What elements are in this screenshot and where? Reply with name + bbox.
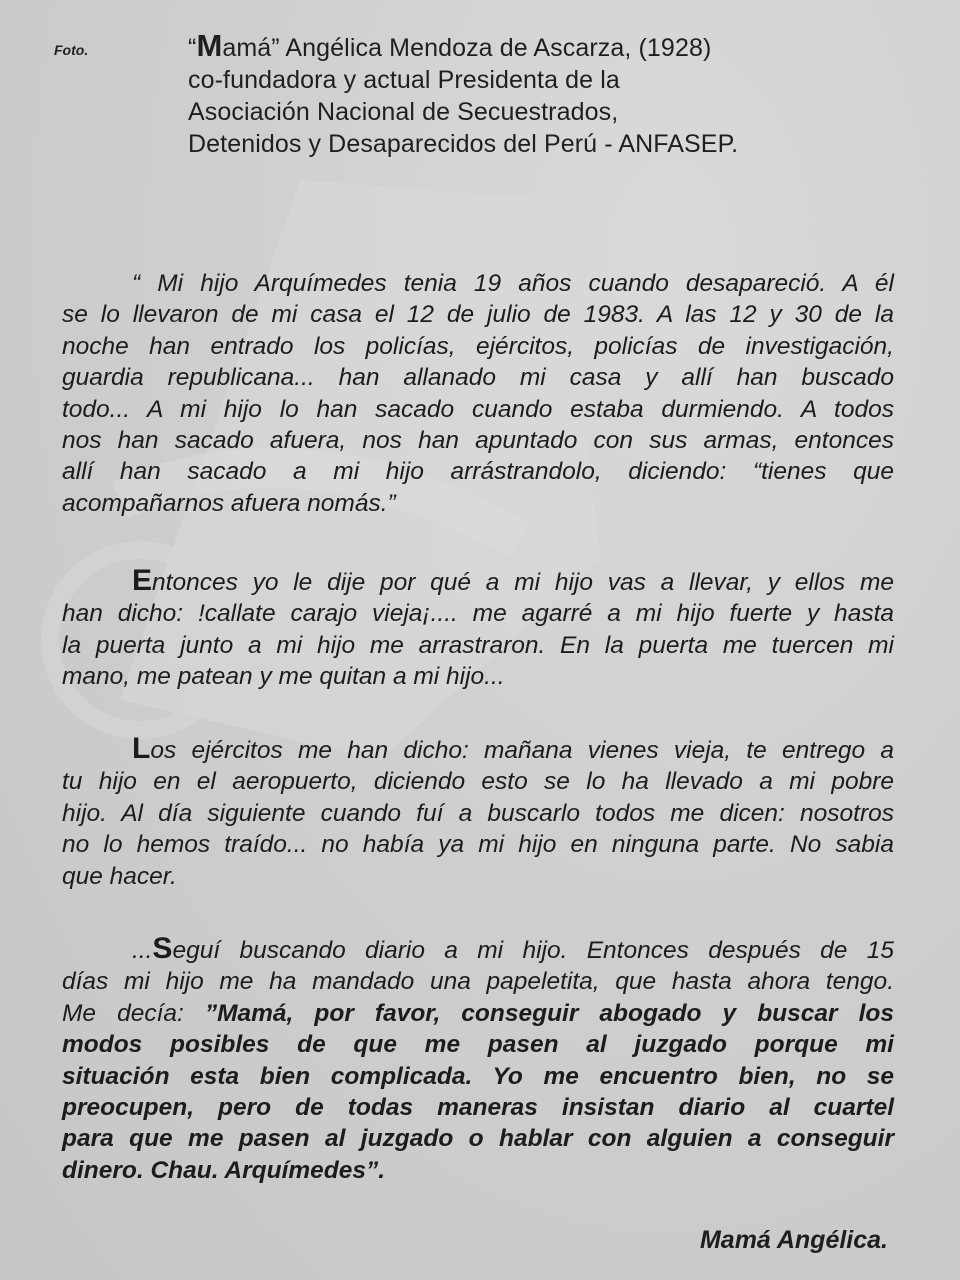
- paragraph-initial: E: [132, 564, 153, 597]
- paragraph-line: Los ejércitos me han dicho: mañana vienes vieja, te entrego a: [132, 732, 894, 765]
- paragraph-initial: L: [132, 732, 151, 765]
- letter-quote: ”Mamá, por favor, conseguir abogado y buscar los: [204, 999, 894, 1027]
- paragraph-line: no lo hemos traído... no había ya mi hijo en ninguna parte. No sabia: [62, 831, 894, 859]
- caption-line-3: Asociación Nacional de Secuestrados,: [188, 98, 619, 126]
- paragraph-1: [62, 268, 894, 519]
- paragraph-line: han dicho: !callate carajo vieja¡.... me agarré a mi hijo fuerte y hasta: [62, 600, 894, 628]
- letter-quote-line: situación esta bien complicada. Yo me encuentro bien, no se: [62, 1062, 894, 1090]
- paragraph-line: mano, me patean y me quitan a mi hijo...: [62, 663, 505, 691]
- paragraph-3: [62, 733, 894, 892]
- photo-caption: [188, 30, 868, 160]
- paragraph-line: todo... A mi hijo lo han sacado cuando estaba durmiendo. A todos: [62, 395, 894, 423]
- paragraph-2: [62, 565, 894, 693]
- paragraph-line: ...Seguí buscando diario a mi hijo. Entonces después de 15: [132, 932, 894, 965]
- caption-line-1: “Mamá” Angélica Mendoza de Ascarza, (1928): [188, 28, 712, 63]
- caption-initial: M: [196, 28, 223, 63]
- paragraph-line: noche han entrado los policías, ejércitos, policías de investigación,: [62, 332, 894, 360]
- paragraph-line: “ Mi hijo Arquímedes tenia 19 años cuando desapareció. A él: [132, 270, 894, 297]
- paragraph-line: hijo. Al día siguiente cuando fuí a buscarlo todos me dicen: nosotros: [62, 799, 894, 827]
- paragraph-line: Entonces yo le dije por qué a mi hijo vas a llevar, y ellos me: [132, 564, 894, 597]
- letter-quote-line: dinero. Chau. Arquímedes”.: [62, 1156, 386, 1184]
- letter-quote-line: para que me pasen al juzgado o hablar con alguien a conseguir: [62, 1125, 894, 1153]
- paragraph-line: guardia republicana... han allanado mi casa y allí han buscado: [62, 364, 894, 392]
- paragraph-line: acompañarnos afuera nomás.”: [62, 489, 396, 517]
- photo-label: Foto.: [54, 42, 89, 58]
- paragraph-initial: S: [152, 932, 173, 965]
- paragraph-line: la puerta junto a mi hijo me arrastraron. En la puerta me tuercen mi: [62, 631, 894, 659]
- paragraph-line: tu hijo en el aeropuerto, diciendo esto se lo ha llevado a mi pobre: [62, 768, 894, 796]
- letter-quote-line: preocupen, pero de todas maneras insistan diario al cuartel: [62, 1094, 894, 1122]
- paragraph-line: que hacer.: [62, 862, 177, 890]
- caption-line-2: co-fundadora y actual Presidenta de la: [188, 66, 620, 94]
- paragraph-line: allí han sacado a mi hijo arrástrandolo, diciendo: “tienes que: [62, 458, 894, 486]
- signature: Mamá Angélica.: [699, 1226, 888, 1254]
- paragraph-line: días mi hijo me ha mandado una papeletita, que hasta ahora tengo.: [62, 968, 894, 996]
- letter-quote-line: modos posibles de que me pasen al juzgado porque mi: [62, 1031, 894, 1059]
- paragraph-4: [62, 933, 894, 1186]
- paragraph-line: Me decía: ”Mamá, por favor, conseguir abogado y buscar los: [62, 999, 894, 1027]
- paragraph-line: nos han sacado afuera, nos han apuntado con sus armas, entonces: [62, 427, 894, 455]
- caption-line-4: Detenidos y Desaparecidos del Perú - ANFASEP.: [188, 130, 739, 158]
- paragraph-line: se lo llevaron de mi casa el 12 de julio de 1983. A las 12 y 30 de la: [62, 301, 894, 329]
